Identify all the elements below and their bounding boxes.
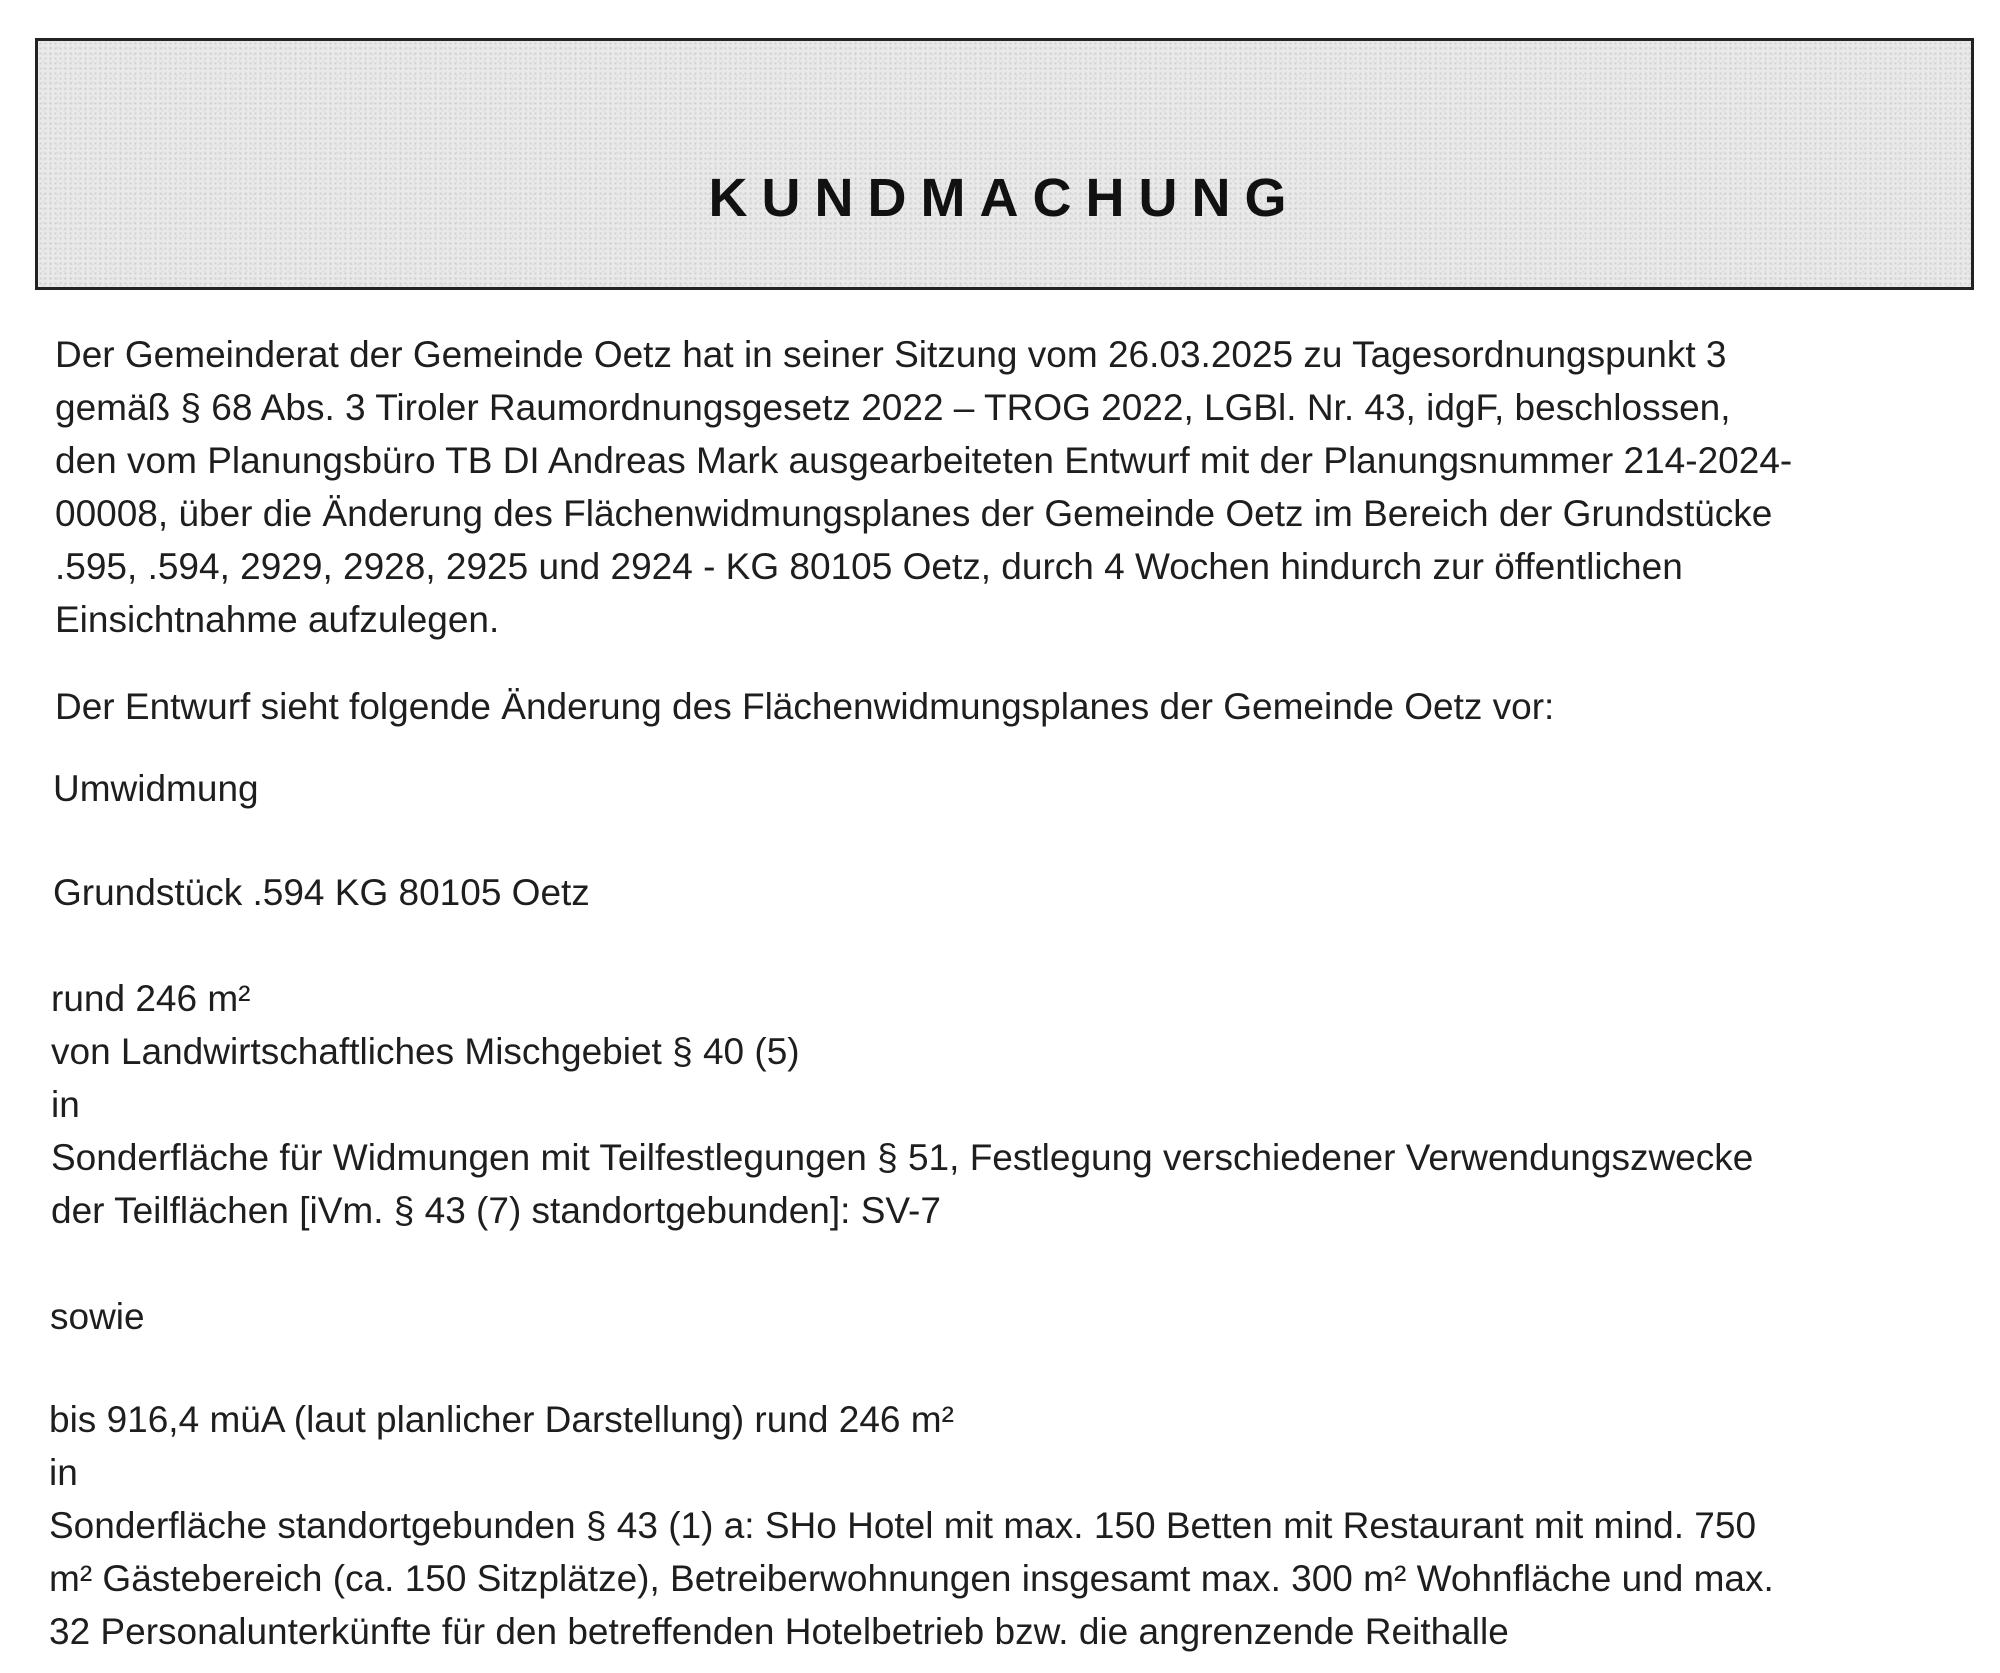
- rededication-heading: Umwidmung: [53, 768, 259, 809]
- intro-line: Der Gemeinderat der Gemeinde Oetz hat in seiner Sitzung vom 26.03.2025 zu Tagesordnungspunkt 3: [55, 334, 1727, 375]
- target-line: m² Gästebereich (ca. 150 Sitzplätze), Betreiberwohnungen insgesamt max. 300 m² Wohnfläche und max.: [49, 1558, 1774, 1599]
- header-box: [35, 38, 1974, 290]
- in-line: in: [51, 1084, 80, 1125]
- target-line: Sonderfläche standortgebunden § 43 (1) a: SHo Hotel mit max. 150 Betten mit Restaurant mit mind. 750: [49, 1505, 1757, 1546]
- intro-line: 00008, über die Änderung des Flächenwidmungsplanes der Gemeinde Oetz im Bereich der Grundstücke: [55, 493, 1773, 534]
- plot-number: Grundstück .594 KG 80105 Oetz: [53, 872, 590, 913]
- intro-line: Einsichtnahme aufzulegen.: [55, 599, 500, 640]
- intro-line: .595, .594, 2929, 2928, 2925 und 2924 - KG 80105 Oetz, durch 4 Wochen hindurch zur öffentlichen: [55, 546, 1683, 587]
- conjunction: sowie: [50, 1296, 145, 1337]
- area-line: rund 246 m²: [51, 978, 251, 1019]
- target-line: der Teilflächen [iVm. § 43 (7) standortgebunden]: SV-7: [51, 1190, 941, 1231]
- rededication-block: [51, 972, 1753, 1237]
- document-title: KUNDMACHUNG: [708, 168, 1301, 228]
- from-line: von Landwirtschaftliches Mischgebiet § 40 (5): [51, 1031, 800, 1072]
- intro-line: gemäß § 68 Abs. 3 Tiroler Raumordnungsgesetz 2022 – TROG 2022, LGBl. Nr. 43, idgF, beschlossen,: [55, 387, 1731, 428]
- target-line: 32 Personalunterkünfte für den betreffenden Hotelbetrieb bzw. die angrenzende Reithalle: [49, 1611, 1509, 1652]
- height-area-line: bis 916,4 müA (laut planlicher Darstellung) rund 246 m²: [49, 1399, 954, 1440]
- intro-paragraph: [55, 328, 1792, 646]
- draft-statement: Der Entwurf sieht folgende Änderung des Flächenwidmungsplanes der Gemeinde Oetz vor:: [55, 686, 1555, 727]
- second-part-block: [49, 1393, 1774, 1658]
- target-line: Sonderfläche für Widmungen mit Teilfestlegungen § 51, Festlegung verschiedener Verwendungszwecke: [51, 1137, 1754, 1178]
- in-line: in: [49, 1452, 78, 1493]
- intro-line: den vom Planungsbüro TB DI Andreas Mark ausgearbeiteten Entwurf mit der Planungsnummer 214-2024-: [55, 440, 1793, 481]
